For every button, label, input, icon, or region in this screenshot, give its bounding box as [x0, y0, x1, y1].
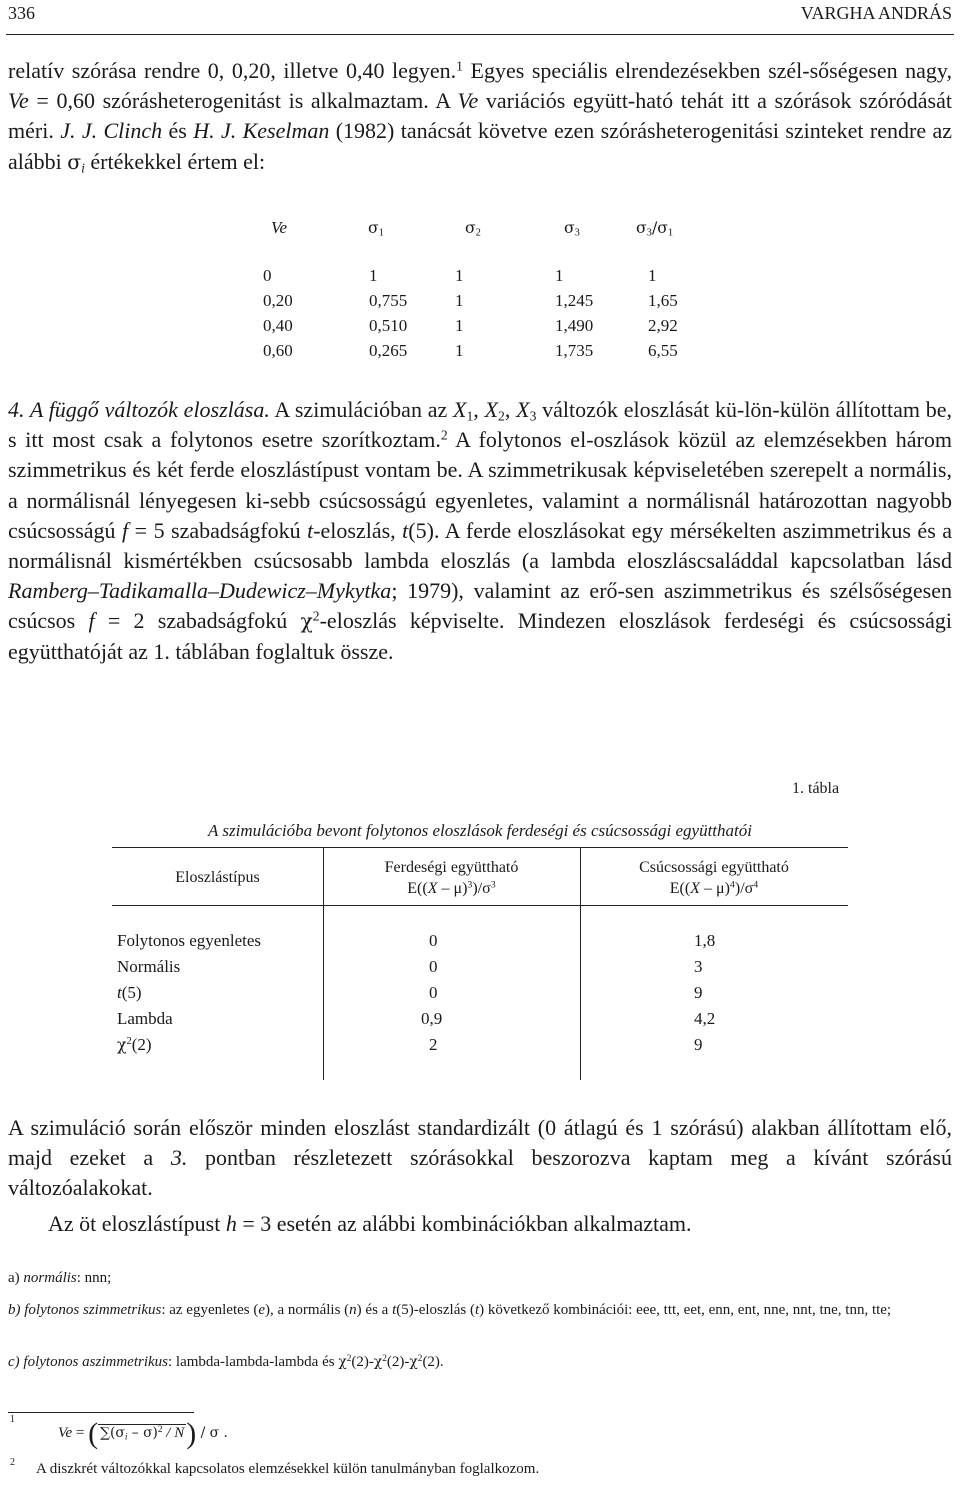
- ve-table-row: [255, 291, 715, 315]
- ve-table-cell: 0,510: [369, 316, 408, 335]
- citation-clinch: J. J. Clinch: [60, 118, 163, 144]
- table-row: Folytonos egyenletes 0 1,8: [117, 931, 716, 950]
- ve-table-cell: 0,40: [263, 316, 293, 335]
- list-item-c: c) folytonos aszimmetrikus: lambda-lambda-lambda és $\chi^2(2)-\chi^2(2)-\chi^2(2)$.: [8, 1353, 444, 1370]
- ve-table-cell: 1: [555, 266, 564, 285]
- table-row: $\chi^2(2)$ 2 9: [117, 1035, 703, 1054]
- citation-keselman: H. J. Keselman: [193, 118, 330, 144]
- header-ratio: $\sigma_3/\sigma_1$: [636, 218, 674, 239]
- ve-table-cell: 1,735: [555, 341, 594, 360]
- header-ve: Ve: [271, 218, 288, 237]
- ve-table-cell: 1,245: [555, 291, 594, 310]
- ve-table-cell: 0: [263, 266, 272, 285]
- author-name: VARGHA ANDRÁS: [800, 3, 952, 23]
- ve-table-row: [255, 316, 715, 340]
- paragraph-distributions: 4. A függő változók eloszlása. A szimulációban az $X_1$, $X_2$, $X_3$ változók eloszlását kü-lön-külön állítottam be, s itt most csak a folytonos esetre szorítkoztam.$^2$ A folytonos el-oszlások közül az elemzésekben három szimmetrikus és két ferde eloszlástípust vontam be. A szimmetrikusak képviseletében szerepelt a normális, a normálisnál lényegesen ki-sebb csúcsosságú egyenletes, valamint a normálisnál határozottan nagyobb csúcsosságú f = 5 szabadságfokú t-eloszlás, t(5). A ferde eloszlásokat egy mérsékelten aszimmetrikus és a normálisnál kismértékben csúcsosabb lambda eloszlás (a lambda eloszláscsaláddal kapcsolatban lásd Ramberg–Tadikamalla–Dudewicz–Mykytka; 1979), valamint az erő-sen aszimmetrikus és szélsőségesen csúcsos f = 2 szabadságfokú $\chi^2$-eloszlás képviselte. Mindezen eloszlások ferdeségi és csúcsossági együtthatóját az 1. táblában foglaltuk össze.: [8, 397, 953, 664]
- col-header-skewness: Ferdeségi együttható $E((X - \mu)^3)/\sigma^3$: [384, 859, 519, 897]
- ve-table-cell: 1: [455, 291, 464, 310]
- table-caption: A szimulációba bevont folytonos eloszlások ferdeségi és csúcsossági együtthatói: [208, 821, 752, 840]
- paragraph-standardization: A szimuláció során először minden eloszlást standardizált (0 átlagú és 1 szórású) alakban állítottam elő, majd ezeket a 3. pontban részletezett szórásokkal beszorozva kaptam meg a kívánt szórású változóalakokat.: [8, 1115, 952, 1201]
- ve-table-cell: 1: [455, 266, 464, 285]
- ve-table-cell: 0,755: [369, 291, 408, 310]
- ve-table-row: [255, 266, 715, 290]
- ve-table-cell: 2,92: [648, 316, 678, 335]
- paragraph-intro: relatív szórása rendre 0, 0,20, illetve 0,40 legyen.$^1$ Egyes speciális elrendezésekben szél-sőségesen nagy, Ve = 0,60 szórásheterogenitást is alkalmaztam. A Ve variációs együtt-ható tehát itt a szórások szóródását méri. J. J. Clinch és H. J. Keselman (1982) tanácsát követve ezen szórásheterogenitási szinteket rendre az alábbi $\sigma_i$ értékekkel értem el:: [8, 58, 952, 176]
- citation-ramberg: Ramberg–Tadikamalla–Dudewicz–Mykytka: [8, 578, 392, 604]
- ve-table-cell: 6,55: [648, 341, 678, 360]
- ve-formula: Ve = ( $\sum(\sigma_i - \sigma)^2 / N$) / σ .: [58, 1417, 228, 1450]
- ve-table-cell: 1,65: [648, 291, 678, 310]
- footnote-ref-2[interactable]: 2: [440, 427, 448, 443]
- page-number: 336: [8, 3, 35, 23]
- ve-table-cell: 1: [369, 266, 378, 285]
- footnote-rule: [8, 1412, 194, 1413]
- header-sigma2: $\sigma_2$: [465, 218, 481, 239]
- ve-table-cell: 1,490: [555, 316, 594, 335]
- ve-table-cell: 0,265: [369, 341, 408, 360]
- ve-table-cell: 0,20: [263, 291, 293, 310]
- ve-table-row: [255, 341, 715, 365]
- ve-table-cell: 1: [648, 266, 657, 285]
- ve-table-header: [255, 218, 715, 242]
- col-header-kurtosis: Csúcsossági együttható $E((X - \mu)^4)/\sigma^4$: [639, 859, 789, 897]
- ve-table-cell: 1: [455, 316, 464, 335]
- section-heading: 4. A függő változók eloszlása.: [8, 397, 270, 422]
- header-sigma1: $\sigma_1$: [368, 218, 384, 239]
- table-row: Lambda 0,9 4,2: [117, 1009, 716, 1028]
- table-row: Normális 0 3: [117, 957, 703, 976]
- paragraph-combinations: Az öt eloszlástípust h = 3 esetén az alábbi kombinációkban alkalmaztam.: [48, 1211, 692, 1236]
- table-row: t(5) 0 9: [117, 983, 703, 1002]
- footnote-2: 2 A diszkrét változókkal kapcsolatos elemzésekkel külön tanulmányban foglalkozom.: [10, 1457, 540, 1477]
- col-header-type: Eloszlástípus: [175, 869, 260, 886]
- list-item-b: b) folytonos szimmetrikus: az egyenletes (e), a normális (n) és a t(5)-eloszlás (t) következő kombinációi: eee, ttt, eet, enn, ent, nne, nnt, tne, tnn, tte;: [8, 1302, 892, 1318]
- list-item-a: a) normális: nnn;: [8, 1270, 112, 1286]
- ve-table-cell: 1: [455, 341, 464, 360]
- page: 336 VARGHA ANDRÁS relatív szórása rendre 0, 0,20, illetve 0,40 legyen.$^1$ Egyes speciális elrendezésekben szél-sőségesen nagy, Ve = 0,60 szórásheterogenitást is alkalmaztam. A Ve variációs együtt-ható tehát itt a szórások szóródását méri. J. J. Clinch és H. J. Keselman (1982) tanácsát követve ezen szórásheterogenitási szinteket rendre az alábbi $\sigma_i$ értékekkel értem el: Ve $\sigma_1$ $\sigma_2$ $\sigma_3$ $\sigma_3/\sigma_1$ 0 1 1 1 1 0,20 0,755 1 1,245 1,65 0,40 0,510 1 1,490 2,92 0,60 0,265 1 1,735 6,55 4. A függő változók eloszlása. A szimulációban az $X_1$, $X_2$, $X_3$ változók eloszlását kü-lön-külön állítottam be, s itt most csak a folytonos esetre szorítkoztam.$^2$ A folytonos el-oszlások közül az elemzésekben három szimmetrikus és két ferde eloszlástípust vontam be. A szimmetrikusak képviseletében szerepelt a normális, a normálisnál lényegesen ki-sebb csúcsosságú egyenletes, valamint a normálisnál határozottan nagyobb csúcsosságú f = 5 szabadságfokú t-eloszlás, t(5). A ferde eloszlásokat egy mérsékelten aszimmetrikus és a normálisnál kismértékben csúcsosabb lambda eloszlás (a lambda eloszláscsaláddal kapcsolatban lásd Ramberg–Tadikamalla–Dudewicz–Mykytka; 1979), valamint az erő-sen aszimmetrikus és szélsőségesen csúcsos f = 2 szabadságfokú $\chi^2$-eloszlás képviselte. Mindezen eloszlások ferdeségi és csúcsossági együtthatóját az 1. táblában foglaltuk össze. 1. tábla A szimulációba bevont folytonos eloszlások ferdeségi és csúcsossági együtthatói Eloszlástípus Ferdeségi együttható $E((X - \mu)^3)/\sigma^3$ Csúcsossági együttható $E((X - \mu)^4)/\sigma^4$ Folytonos egyenletes 0 1,8 Normális 0 3 t(5) 0 9 Lambda 0,9 4,2 $\chi^2(2)$ 2 9 A szimuláció során először minden eloszlást standardizált (0 átlagú és 1 szórású) alakban állítottam elő, majd ezeket a 3. pontban részletezett szórásokkal beszorozva kaptam meg a kívánt szórású változóalakokat. Az öt eloszlástípust h = 3 esetén az alábbi kombinációkban alkalmaztam. a) normális: nnn; b) folytonos szimmetrikus: az egyenletes (e), a normális (n) és a t(5)-eloszlás (t) következő kombinációi: eee, ttt, eet, enn, ent, nne, nnt, tne, tnn, tte; c) folytonos aszimmetrikus: lambda-lambda-lambda és $\chi^2(2)-\chi^2(2)-\chi^2(2)$. 1 Ve = ( $\sum(\sigma_i - \sigma)^2 / N$) / σ . 2 A diszkrét változókkal kapcsolatos elemzésekkel külön tanulmányban foglalkozom.: [0, 0, 960, 1485]
- ve-table-cell: 0,60: [263, 341, 293, 360]
- header-sigma3: $\sigma_3$: [564, 218, 580, 239]
- footnote-ref-1[interactable]: 1: [456, 58, 463, 74]
- table-label: 1. tábla: [792, 780, 840, 797]
- table-header-rule: [112, 905, 848, 906]
- running-header: [8, 3, 952, 29]
- header-rule: [6, 34, 954, 35]
- table-top-rule: [112, 847, 848, 848]
